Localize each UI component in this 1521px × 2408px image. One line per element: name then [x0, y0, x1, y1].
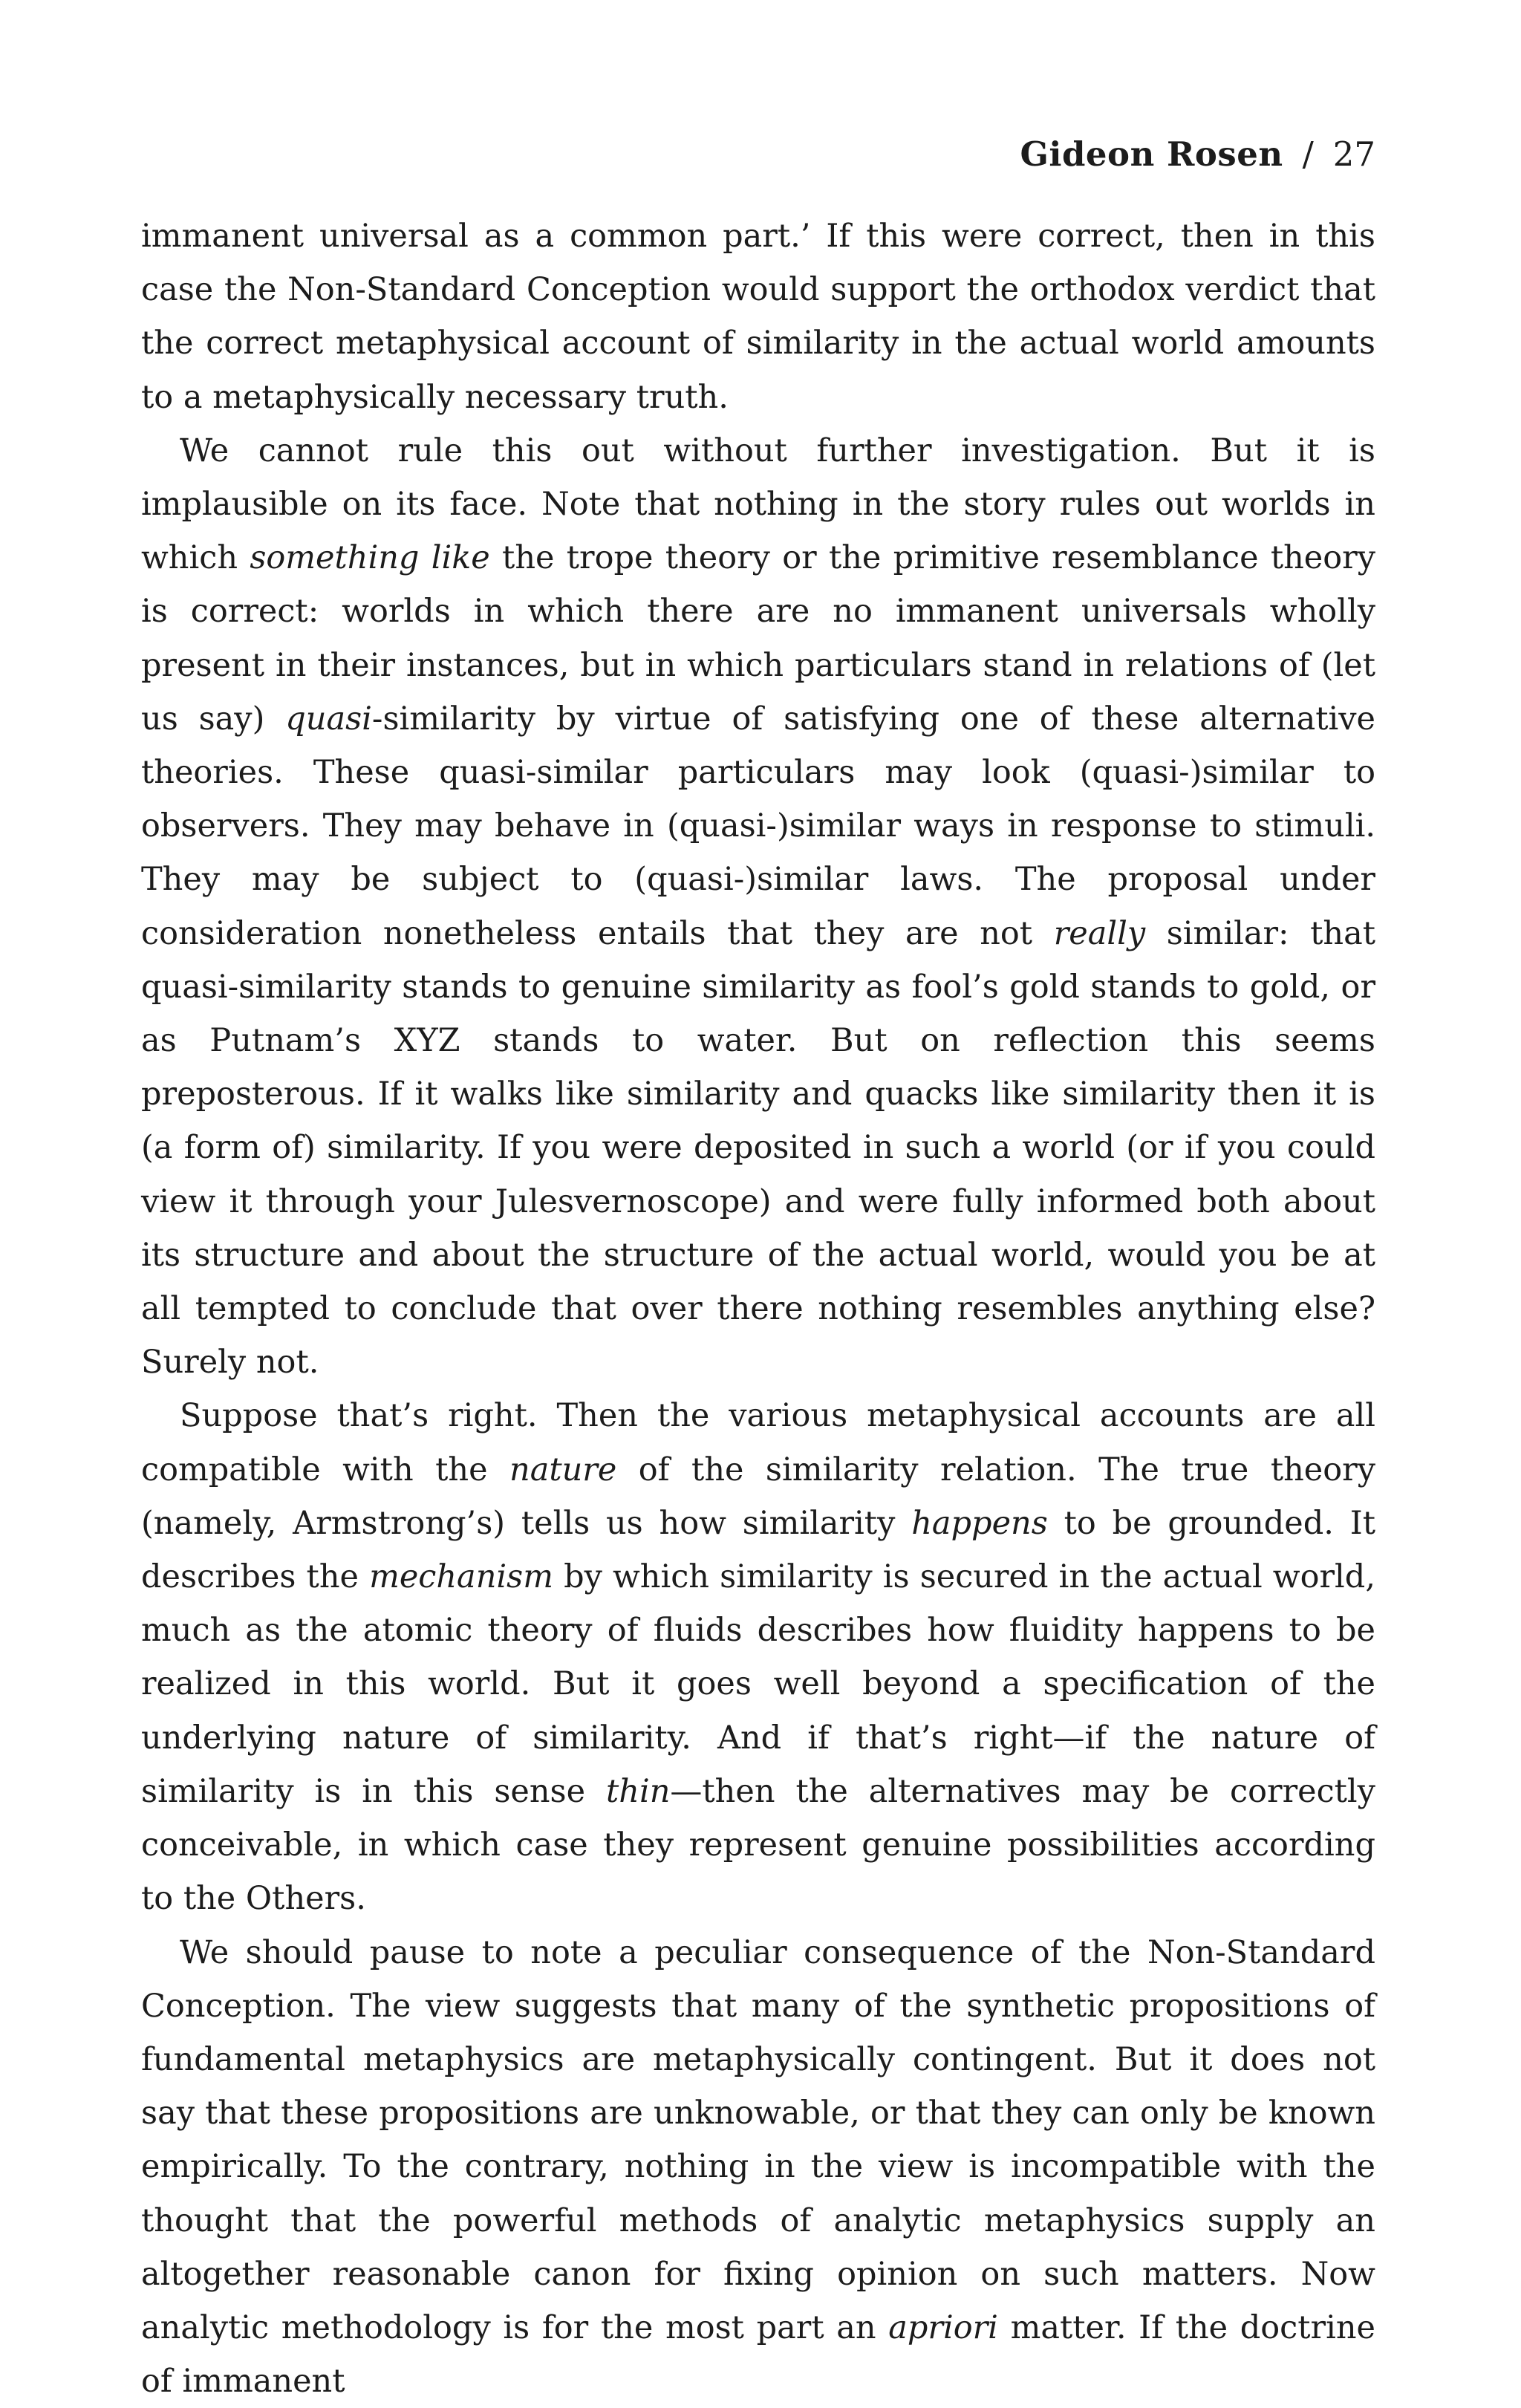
- italic-run: nature: [509, 1451, 616, 1488]
- italic-run: apriori: [888, 2309, 998, 2346]
- paragraph-2: [141, 424, 1375, 1390]
- text-run: matter. If the doctrine of immanent: [141, 2309, 1375, 2400]
- running-head: [1020, 132, 1375, 177]
- italic-run: really: [1054, 915, 1145, 952]
- running-head-author: Gideon Rosen: [1020, 134, 1283, 174]
- text-run: the trope theory or the primitive resemblance theory is correct: worlds in which there are no immanent universals wholly present in their instances, but in which particulars stand in relations of (let us say): [141, 539, 1375, 738]
- text-run: similar: that quasi-similarity stands to genuine similarity as fool’s gold stands to gold, or as Putnam’s XYZ stands to water. But on reflection this seems preposterous. If it walks like similarity and quacks like similarity then it is (a form of) similarity. If you were deposited in such a world (or if you could view it through your Julesvernoscope) and were fully informed both about its structure and about the structure of the actual world, would you be at all tempted to conclude that over there nothing resembles anything else? Surely not.: [141, 915, 1375, 1382]
- paragraph-1: [141, 209, 1375, 424]
- page-number: 27: [1333, 134, 1375, 174]
- italic-run: something like: [250, 539, 489, 576]
- text-run: of the similarity relation. The true theory (namely, Armstrong’s) tells us how similarity: [141, 1451, 1375, 1542]
- paragraph-3: [141, 1389, 1375, 1925]
- italic-run: mechanism: [369, 1558, 553, 1595]
- italic-run: thin: [606, 1773, 670, 1810]
- paragraph-4: [141, 1926, 1375, 2408]
- text-run: We should pause to note a peculiar consequence of the Non-Standard Conception. The view suggests that many of the synthetic propositions of fundamental metaphysics are metaphysically contingent. But it does not say that these propositions are unknowable, or that they can only be known empirically. To the contrary, nothing in the view is incompatible with the thought that the powerful methods of analytic metaphysics supply an altogether reasonable canon for fixing opinion on such matters. Now analytic methodology is for the most part an: [141, 1934, 1375, 2346]
- italic-run: quasi: [285, 700, 372, 738]
- body-text: [141, 209, 1375, 2408]
- text-run: to be grounded. It describes the: [141, 1505, 1375, 1595]
- text-run: immanent universal as a common part.’ If this were correct, then in this case the Non-Standard Conception would support the orthodox verdict that the correct metaphysical account of similarity in the actual world amounts to a metaphysically necessary truth.: [141, 218, 1375, 416]
- text-run: We cannot rule this out without further investigation. But it is implausible on its face. Note that nothing in the story rules out worlds in which: [141, 432, 1375, 576]
- text-run: —then the alternatives may be correctly conceivable, in which case they represent genuine possibilities according to the Others.: [141, 1773, 1375, 1917]
- text-run: by which similarity is secured in the actual world, much as the atomic theory of fluids describes how fluidity happens to be realized in this world. But it goes well beyond a specification of the underlying nature of similarity. And if that’s right—if the nature of similarity is in this sense: [141, 1558, 1375, 1810]
- running-head-separator: /: [1303, 132, 1314, 177]
- text-run: -similarity by virtue of satisfying one of these alternative theories. These quasi-similar particulars may look (quasi-)similar to observers. They may behave in (quasi-)similar ways in response to stimuli. They may be subject to (quasi-)similar laws. The proposal under consideration nonetheless entails that they are not: [141, 700, 1375, 952]
- italic-run: happens: [911, 1505, 1048, 1542]
- text-run: Suppose that’s right. Then the various metaphysical accounts are all compatible with the: [141, 1397, 1375, 1488]
